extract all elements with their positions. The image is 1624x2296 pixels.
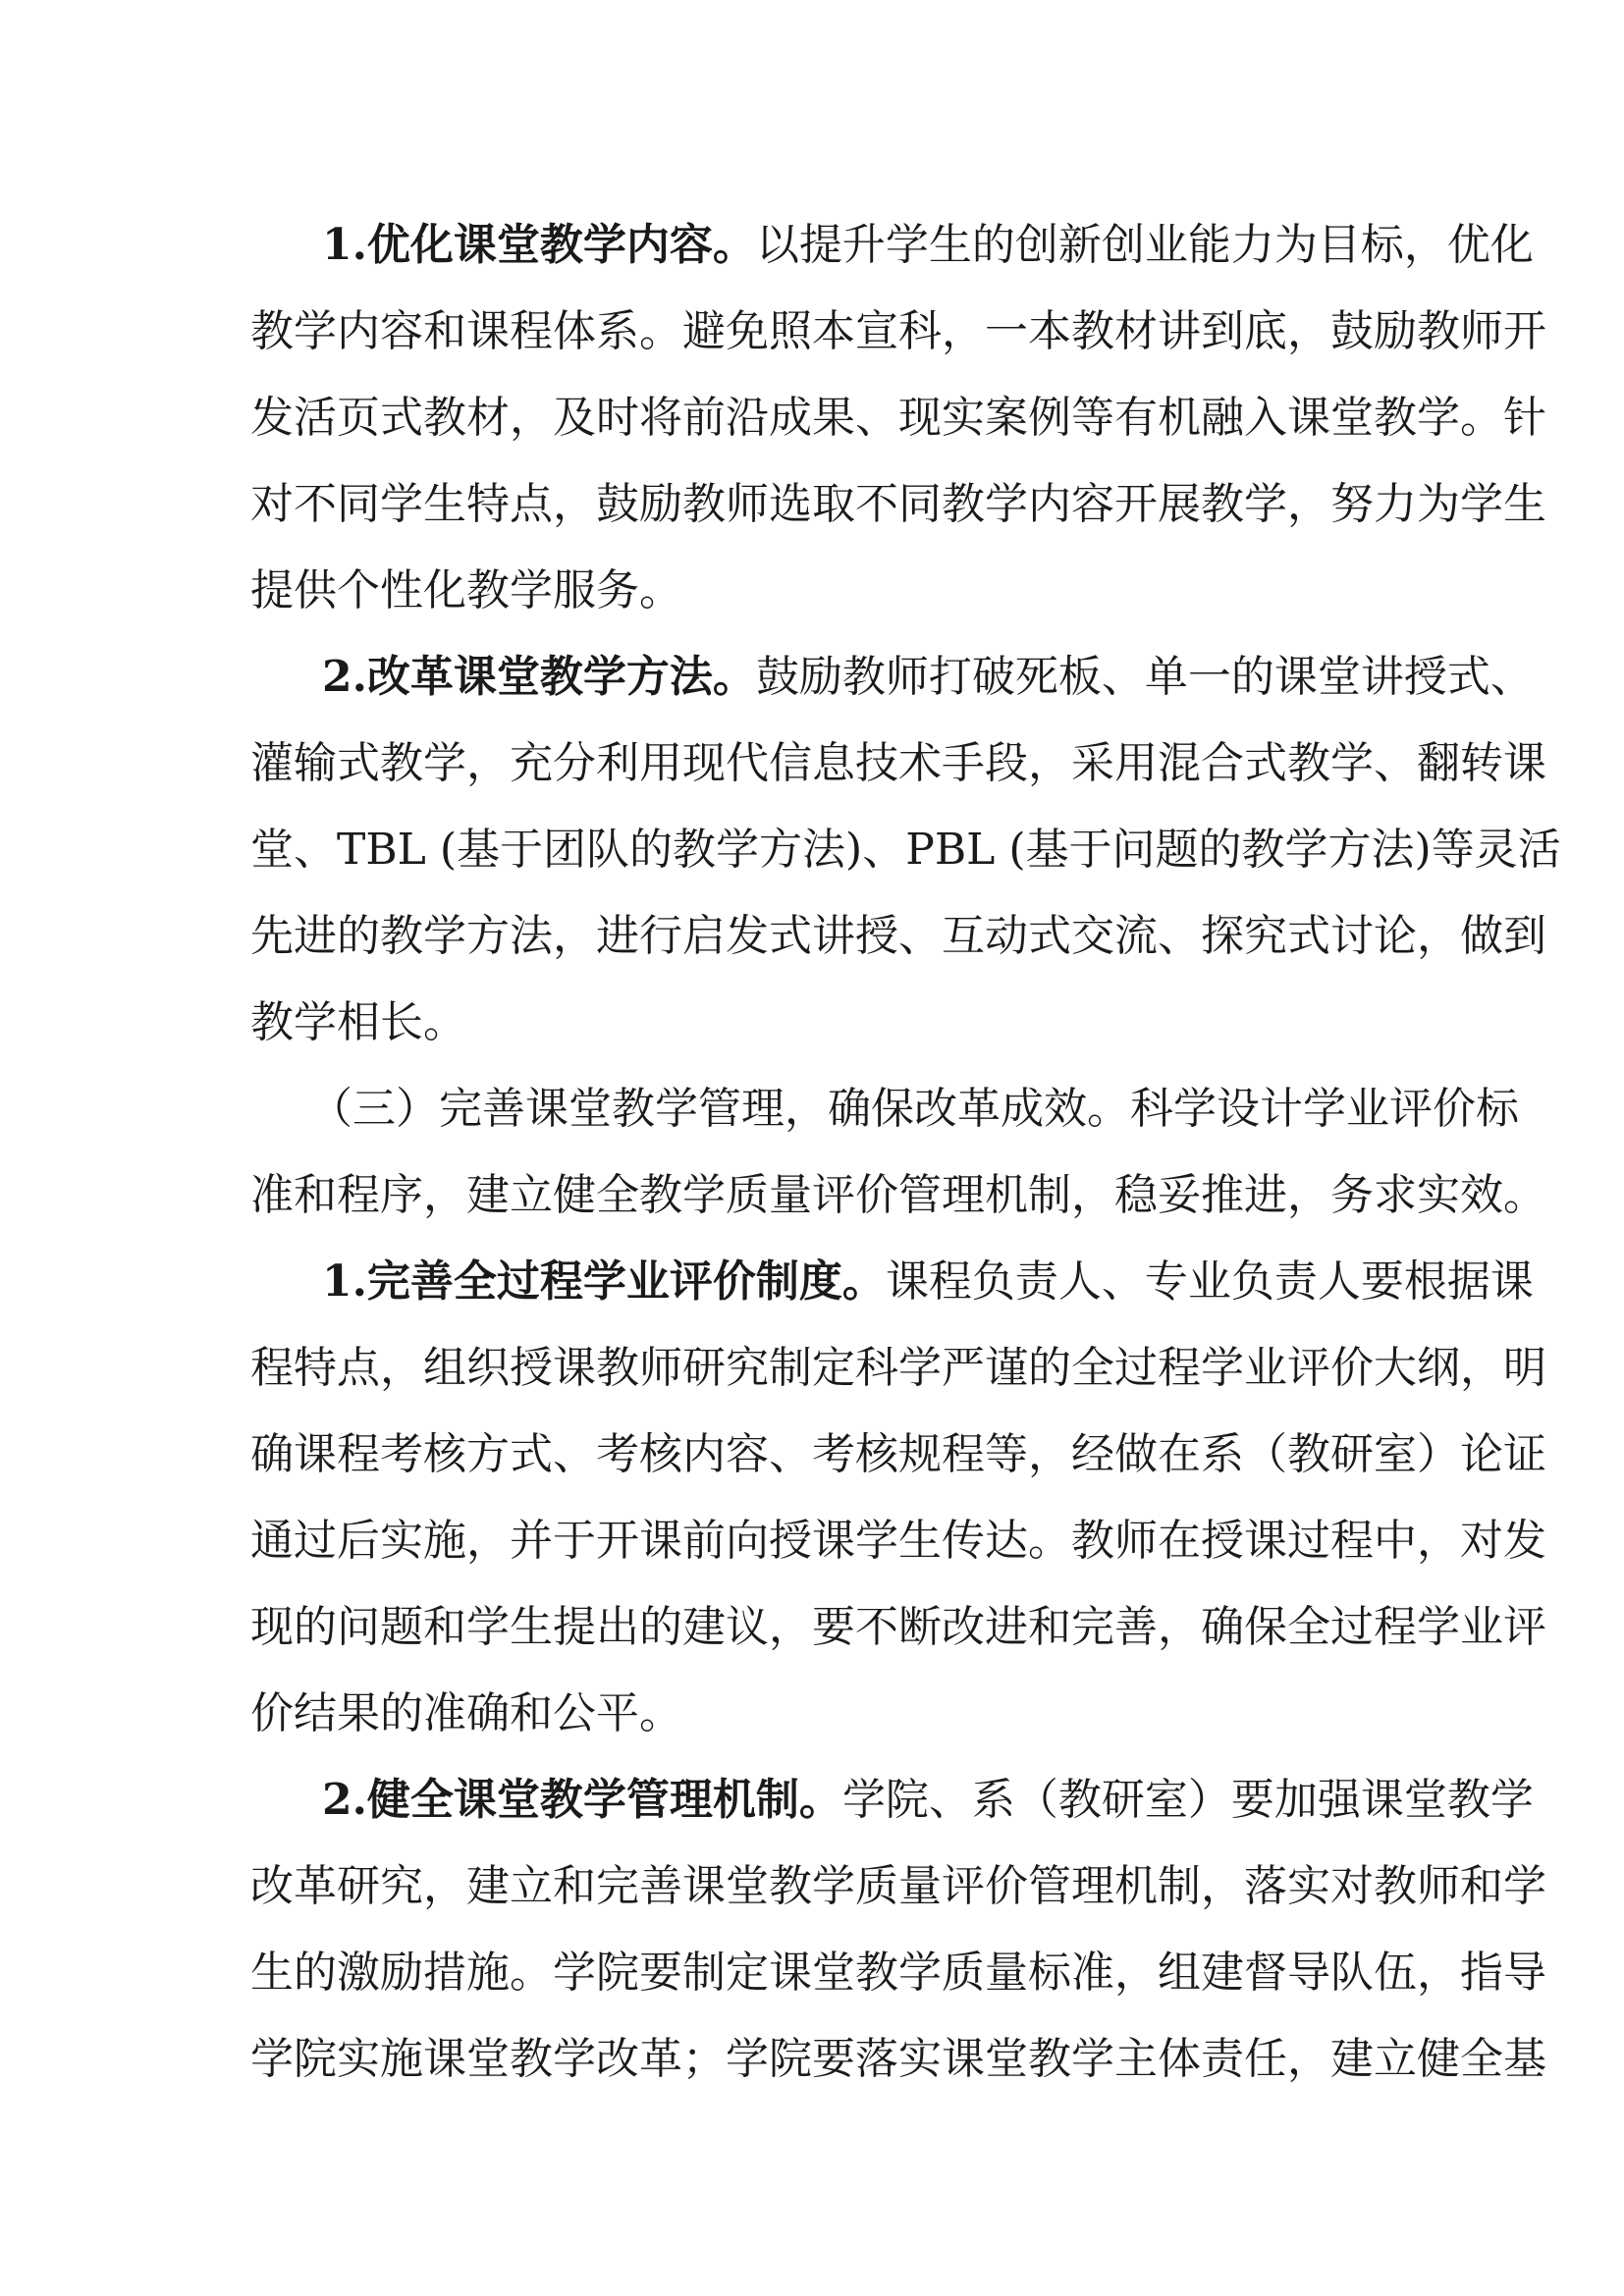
paragraph-line: 先进的教学方法，进行启发式讲授、互动式交流、探究式讨论，做到 [250, 911, 1546, 961]
paragraph-text: 以提升学生的创新创业能力为目标，优化 [755, 220, 1534, 270]
section-heading: 1.优化课堂教学内容。 [322, 220, 756, 270]
paragraph-line [322, 216, 1534, 275]
paragraph-line: 教学内容和课程体系。避免照本宣科，一本教材讲到底，鼓励教师开 [250, 306, 1546, 356]
paragraph-text: 课程负责人、专业负责人要根据课 [885, 1256, 1534, 1307]
paragraph-line: 确课程考核方式、考核内容、考核规程等，经做在系（教研室）论证 [250, 1429, 1546, 1479]
paragraph-line [322, 1253, 1534, 1311]
section-heading: 2.改革课堂教学方法。 [322, 652, 756, 702]
paragraph-line: 程特点，组织授课教师研究制定科学严谨的全过程学业评价大纲，明 [250, 1343, 1546, 1393]
paragraph-line: 生的激励措施。学院要制定课堂教学质量标准，组建督导队伍，指导 [250, 1948, 1546, 1998]
paragraph-line: 价结果的准确和公平。 [250, 1688, 682, 1738]
paragraph-line: 学院实施课堂教学改革；学院要落实课堂教学主体责任，建立健全基 [250, 2034, 1546, 2084]
paragraph-line: 现的问题和学生提出的建议，要不断改进和完善，确保全过程学业评 [250, 1602, 1546, 1652]
paragraph-line: （三）完善课堂教学管理，确保改革成效。科学设计学业评价标 [309, 1084, 1519, 1134]
paragraph-line [322, 1771, 1534, 1830]
paragraph-line: 准和程序，建立健全教学质量评价管理机制，稳妥推进，务求实效。 [250, 1170, 1546, 1220]
paragraph-line: 发活页式教材，及时将前沿成果、现实案例等有机融入课堂教学。针 [250, 393, 1546, 443]
paragraph-line [322, 648, 1534, 707]
section-heading: 2.健全课堂教学管理机制。 [322, 1775, 842, 1825]
paragraph-text: 学院、系（教研室）要加强课堂教学 [841, 1775, 1534, 1825]
paragraph-line: 对不同学生特点，鼓励教师选取不同教学内容开展教学，努力为学生 [250, 479, 1546, 529]
paragraph-line: 堂、TBL (基于团队的教学方法)、PBL (基于问题的教学方法)等灵活 [250, 825, 1561, 875]
paragraph-line: 灌输式教学，充分利用现代信息技术手段，采用混合式教学、翻转课 [250, 738, 1546, 788]
paragraph-line: 改革研究，建立和完善课堂教学质量评价管理机制，落实对教师和学 [250, 1861, 1546, 1911]
paragraph-line: 通过后实施，并于开课前向授课学生传达。教师在授课过程中，对发 [250, 1516, 1546, 1566]
paragraph-text: 鼓励教师打破死板、单一的课堂讲授式、 [755, 652, 1534, 702]
paragraph-line: 提供个性化教学服务。 [250, 565, 682, 615]
paragraph-line: 教学相长。 [250, 997, 466, 1047]
section-heading: 1.完善全过程学业评价制度。 [322, 1256, 886, 1307]
